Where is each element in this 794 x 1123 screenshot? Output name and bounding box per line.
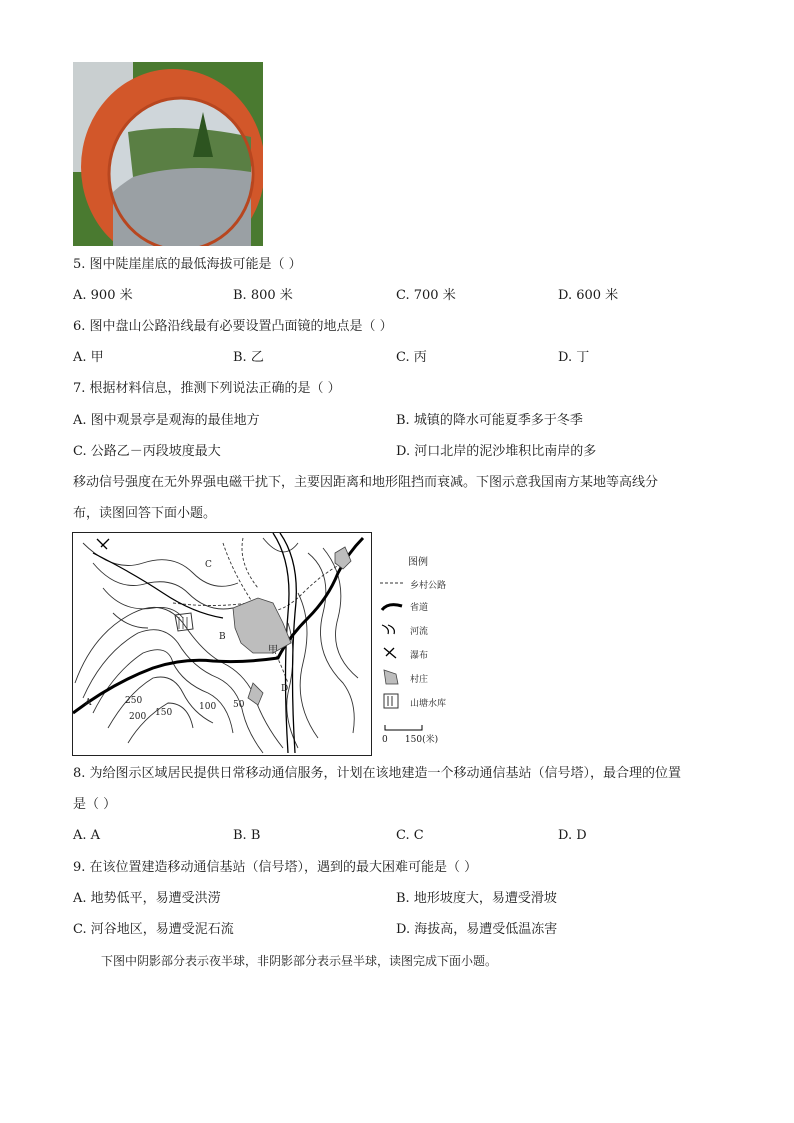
question-9-option-b[interactable]: B. 地形坡度大，易遭受滑坡	[396, 891, 557, 906]
map-label-d: D	[281, 684, 289, 694]
legend-scale: 0 150(米)	[382, 735, 439, 745]
convex-mirror-photo	[73, 62, 263, 246]
question-7-option-b[interactable]: B. 城镇的降水可能夏季多于冬季	[396, 413, 583, 428]
question-5-option-a[interactable]: A. 900 米	[73, 288, 133, 303]
river-icon	[382, 625, 394, 634]
question-7-option-d[interactable]: D. 河口北岸的泥沙堆积比南岸的多	[396, 444, 597, 459]
question-7-option-c[interactable]: C. 公路乙－丙段坡度最大	[73, 444, 221, 459]
question-9-option-d[interactable]: D. 海拔高，易遭受低温冻害	[396, 922, 558, 937]
question-7-stem: 7. 根据材料信息，推测下列说法正确的是（ ）	[73, 381, 341, 396]
legend-village: 村庄	[410, 675, 429, 685]
question-9-stem: 9. 在该位置建造移动通信基站（信号塔），遇到的最大困难可能是（ ）	[73, 860, 478, 875]
reservoir-icon	[384, 694, 398, 708]
contour-label-250: 250	[125, 696, 143, 706]
map-legend	[378, 548, 478, 743]
material-intro-line-1: 移动信号强度在无外界强电磁干扰下，主要因距离和地形阻挡而衰减。下图示意我国南方某地等高线分	[73, 475, 659, 490]
map-label-b: B	[219, 632, 226, 642]
question-8-stem-line-2: 是（ ）	[73, 797, 117, 812]
scale-bar	[385, 725, 422, 730]
map-label-a: A	[85, 698, 92, 708]
question-6-stem: 6. 图中盘山公路沿线最有必要设置凸面镜的地点是（ ）	[73, 319, 393, 334]
question-5-option-c[interactable]: C. 700 米	[396, 288, 456, 303]
contour-label-150: 150	[155, 708, 173, 718]
next-section-instruction: 下图中阴影部分表示夜半球，非阴影部分表示昼半球，读图完成下面小题。	[101, 954, 498, 968]
question-9-option-c[interactable]: C. 河谷地区，易遭受泥石流	[73, 922, 234, 937]
question-9-option-a[interactable]: A. 地势低平，易遭受洪涝	[73, 891, 221, 906]
village-icon	[384, 670, 398, 684]
legend-river: 河流	[410, 627, 429, 637]
question-5-option-d[interactable]: D. 600 米	[558, 288, 619, 303]
contour-map	[72, 532, 372, 756]
contour-label-100: 100	[199, 702, 217, 712]
legend-provincial-road: 省道	[410, 603, 429, 613]
question-8-option-d[interactable]: D. D	[558, 828, 587, 843]
waterfall-icon	[384, 648, 396, 658]
question-6-option-d[interactable]: D. 丁	[558, 350, 590, 365]
material-intro-line-2: 布，读图回答下面小题。	[73, 506, 217, 521]
question-7-option-a[interactable]: A. 图中观景亭是观海的最佳地方	[73, 413, 260, 428]
legend-title: 图例	[408, 557, 428, 568]
question-6-option-a[interactable]: A. 甲	[73, 350, 104, 365]
provincial-road-symbol	[382, 605, 402, 610]
question-8-option-c[interactable]: C. C	[396, 828, 424, 843]
map-label-jia: 甲	[268, 645, 278, 656]
question-8-option-a[interactable]: A. A	[73, 828, 101, 843]
map-label-c: C	[205, 560, 212, 570]
legend-village-road: 乡村公路	[410, 581, 447, 591]
question-6-option-c[interactable]: C. 丙	[396, 350, 427, 365]
legend-waterfall: 瀑布	[410, 651, 429, 661]
question-8-stem-line-1: 8. 为给图示区域居民提供日常移动通信服务，计划在该地建造一个移动通信基站（信号塔），最合理的位置	[73, 766, 682, 781]
legend-reservoir: 山塘水库	[410, 699, 447, 709]
question-6-option-b[interactable]: B. 乙	[233, 350, 264, 365]
question-8-option-b[interactable]: B. B	[233, 828, 261, 843]
contour-label-200: 200	[129, 712, 147, 722]
question-5-stem: 5. 图中陡崖崖底的最低海拔可能是（ ）	[73, 257, 302, 272]
question-5-option-b[interactable]: B. 800 米	[233, 288, 293, 303]
contour-label-50: 50	[233, 700, 245, 710]
